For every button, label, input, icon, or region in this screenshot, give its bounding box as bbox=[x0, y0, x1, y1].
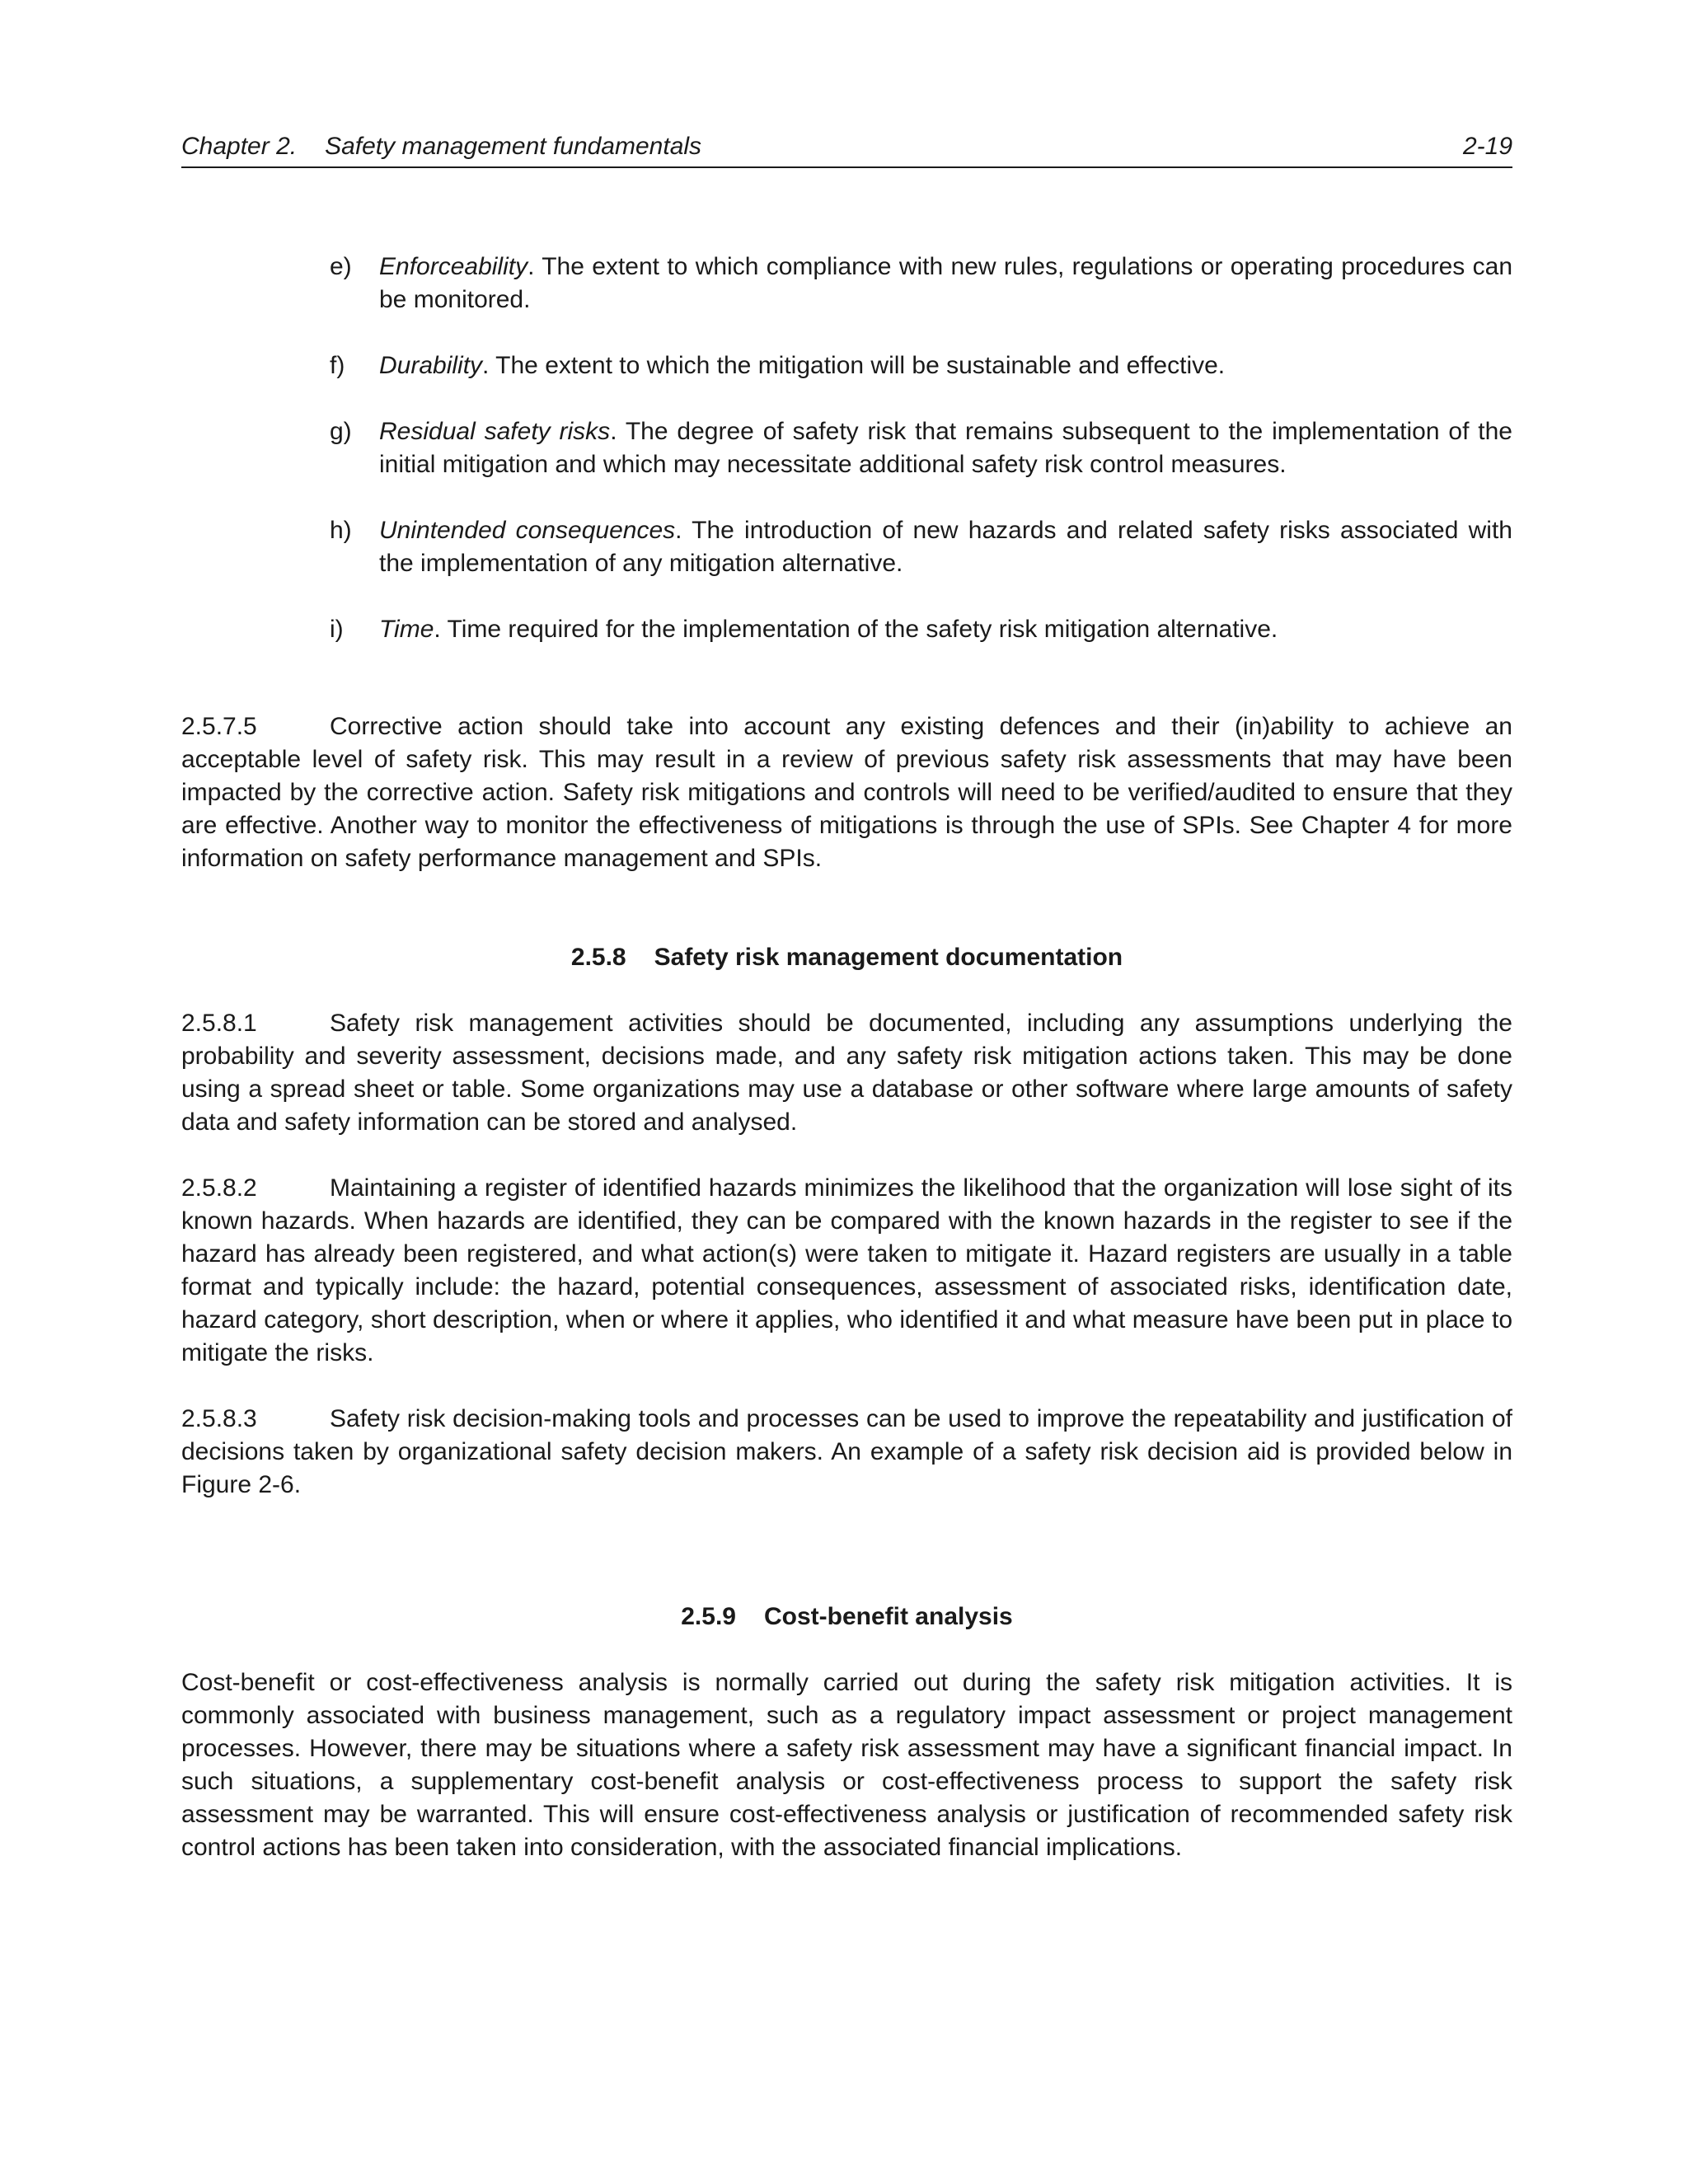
paragraph-2-5-8-2 bbox=[181, 1172, 1512, 1370]
list-item-text: . The extent to which compliance with new rules, regulations or operating procedures can be monitored. bbox=[379, 253, 1512, 313]
paragraph-text: Cost-benefit or cost-effectiveness analysis is normally carried out during the safety risk mitigation activities. It is commonly associated with business management, such as a regulatory impact assessment or project management processes. However, there may be situations where a safety risk assessment may have a significant financial impact. In such situations, a supplementary cost-benefit analysis or cost-effectiveness process to support the safety risk assessment may be warranted. This will ensure cost-effectiveness analysis or justification of recommended safety risk control actions has been taken into consideration, with the associated financial implications. bbox=[181, 1669, 1512, 1861]
list-item-text: . The introduction of new hazards and related safety risks associated with the implementation of any mitigation alternative. bbox=[379, 517, 1512, 577]
section-heading-2-5-9 bbox=[181, 1601, 1512, 1633]
mitigation-criteria-list bbox=[181, 251, 1512, 646]
section-number: 2.5.8 bbox=[570, 944, 626, 971]
list-item-text: . Time required for the implementation of the safety risk mitigation alternative. bbox=[434, 616, 1278, 643]
list-item-label: i) bbox=[330, 616, 344, 643]
list-item-label: e) bbox=[330, 253, 352, 280]
list-item-h bbox=[330, 514, 1512, 580]
list-item-content bbox=[379, 613, 1512, 646]
paragraph-number: 2.5.8.1 bbox=[181, 1010, 257, 1037]
paragraph-number: 2.5.8.2 bbox=[181, 1174, 257, 1202]
list-item-g bbox=[330, 415, 1512, 481]
list-item-term: Unintended consequences bbox=[379, 517, 676, 544]
section-number: 2.5.9 bbox=[681, 1603, 736, 1630]
list-item-e bbox=[330, 251, 1512, 316]
document-page bbox=[181, 132, 1512, 1897]
list-item-content bbox=[379, 415, 1512, 481]
running-header bbox=[181, 132, 1512, 168]
list-item-text: . The degree of safety risk that remains subsequent to the implementation of the initial mitigation and which may necessitate additional safety risk control measures. bbox=[379, 418, 1512, 478]
list-item-text: . The extent to which the mitigation will be sustainable and effective. bbox=[482, 352, 1226, 379]
paragraph-text: Safety risk management activities should be documented, including any assumptions underlying the probability and severity assessment, decisions made, and any safety risk mitigation actions taken. This may be done using a spread sheet or table. Some organizations may use a database or other software where large amounts of safety data and safety information can be stored and analysed. bbox=[181, 1010, 1512, 1136]
section-title: Cost-benefit analysis bbox=[763, 1603, 1013, 1630]
paragraph-2-5-7-5 bbox=[181, 710, 1512, 875]
list-item-content bbox=[379, 514, 1512, 580]
list-item-label: f) bbox=[330, 352, 345, 379]
list-item-i bbox=[330, 613, 1512, 646]
header-page-number: 2-19 bbox=[1462, 133, 1512, 160]
header-left bbox=[181, 132, 701, 162]
list-item-f bbox=[330, 349, 1512, 382]
section-heading-2-5-8 bbox=[181, 941, 1512, 974]
paragraph-text: Maintaining a register of identified hazards minimizes the likelihood that the organization will lose sight of its known hazards. When hazards are identified, they can be compared with the known hazards in the register to see if the hazard has already been registered, and what action(s) were taken to mitigate it. Hazard registers are usually in a table format and typically include: the hazard, potential consequences, assessment of associated risks, identification date, hazard category, short description, when or where it applies, who identified it and what measure have been put in place to mitigate the risks. bbox=[181, 1174, 1512, 1366]
list-item-content bbox=[379, 349, 1512, 382]
list-item-term: Durability bbox=[379, 352, 483, 379]
header-title: Safety management fundamentals bbox=[325, 133, 702, 160]
paragraph-cost-benefit bbox=[181, 1666, 1512, 1864]
list-item-label: g) bbox=[330, 418, 352, 445]
list-item-term: Residual safety risks bbox=[379, 418, 611, 445]
paragraph-number: 2.5.8.3 bbox=[181, 1405, 257, 1432]
paragraph-2-5-8-1 bbox=[181, 1007, 1512, 1139]
section-title: Safety risk management documentation bbox=[654, 944, 1123, 971]
paragraph-number: 2.5.7.5 bbox=[181, 713, 257, 740]
list-item-term: Enforceability bbox=[379, 253, 528, 280]
list-item-label: h) bbox=[330, 517, 352, 544]
paragraph-2-5-8-3 bbox=[181, 1403, 1512, 1502]
paragraph-text: Safety risk decision-making tools and processes can be used to improve the repeatability and justification of decisions taken by organizational safety decision makers. An example of a safety risk decision aid is provided below in Figure 2-6. bbox=[181, 1405, 1512, 1498]
list-item-content bbox=[379, 251, 1512, 316]
header-chapter: Chapter 2. bbox=[181, 133, 298, 160]
list-item-term: Time bbox=[379, 616, 434, 643]
paragraph-text: Corrective action should take into account any existing defences and their (in)ability to achieve an acceptable level of safety risk. This may result in a review of previous safety risk assessments that may have been impacted by the corrective action. Safety risk mitigations and controls will need to be verified/audited to ensure that they are effective. Another way to monitor the effectiveness of mitigations is through the use of SPIs. See Chapter 4 for more information on safety performance management and SPIs. bbox=[181, 713, 1512, 872]
